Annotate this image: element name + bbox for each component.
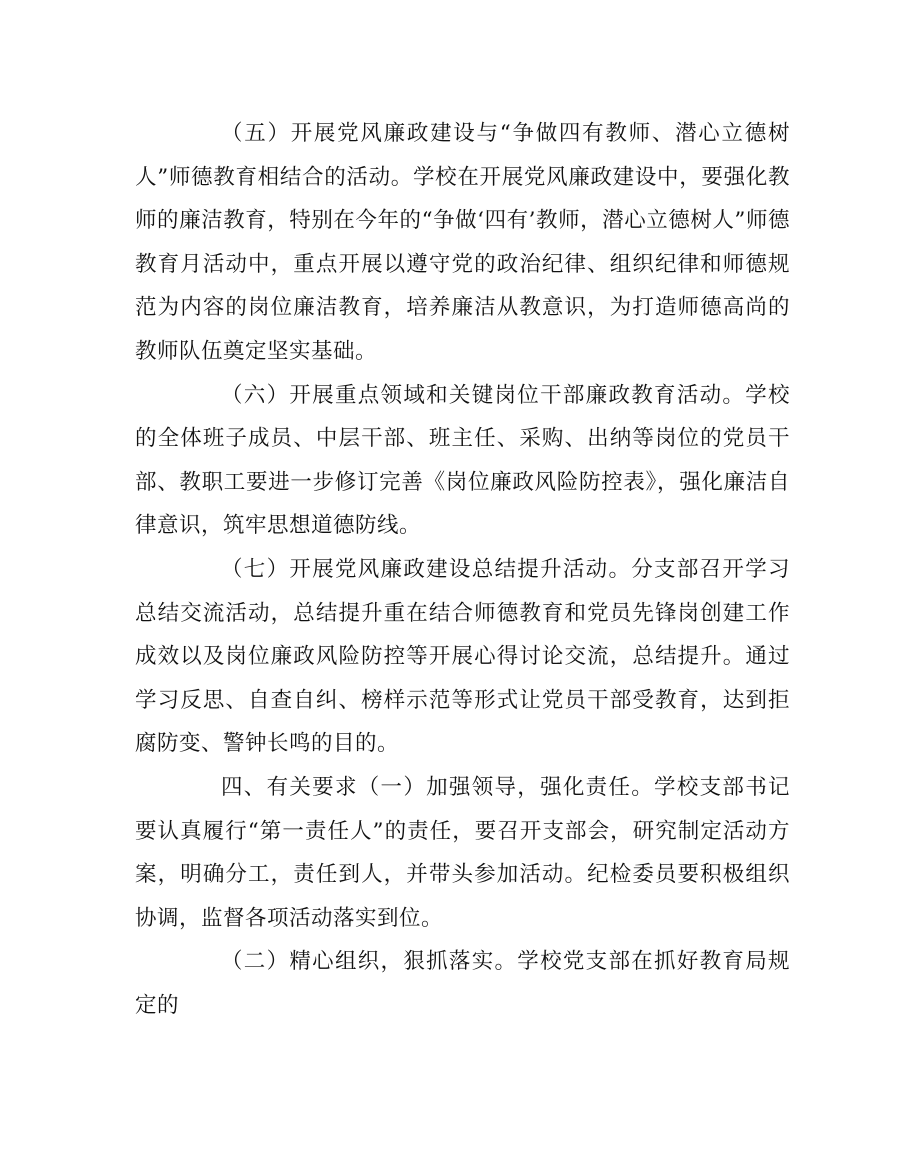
paragraph-seven: （七）开展党风廉政建设总结提升活动。分支部召开学习总结交流活动，总结提升重在结合师德教育和党员先锋岗创建工作成效以及岗位廉政风险防控等开展心得讨论交流，总结提升。通过学习反思、自查自纠、榜样示范等形式让党员干部受教育，达到拒腐防变、警钟长鸣的目的。 bbox=[135, 556, 790, 757]
paragraph-six: （六）开展重点领域和关键岗位干部廉政教育活动。学校的全体班子成员、中层干部、班主任、采购、出纳等岗位的党员干部、教职工要进一步修订完善《岗位廉政风险防控表》，强化廉洁自律意识，筑牢思想道德防线。 bbox=[135, 382, 790, 539]
paragraph-two: （二）精心组织，狠抓落实。学校党支部在抓好教育局规定的 bbox=[135, 949, 790, 1018]
document-body bbox=[135, 112, 790, 1027]
paragraph-five: （五）开展党风廉政建设与“争做四有教师、潜心立德树人”师德教育相结合的活动。学校在开展党风廉政建设中，要强化教师的廉洁教育，特别在今年的“争做‘四有’教师，潜心立德树人”师德教育月活动中，重点开展以遵守党的政治纪律、组织纪律和师德规范为内容的岗位廉洁教育，培养廉洁从教意识，为打造师德高尚的教师队伍奠定坚实基础。 bbox=[135, 121, 790, 364]
paragraph-requirements: 四、有关要求（一）加强领导，强化责任。学校支部书记要认真履行“第一责任人”的责任，要召开支部会，研究制定活动方案，明确分工，责任到人，并带头参加活动。纪检委员要积极组织协调，监督各项活动落实到位。 bbox=[135, 774, 790, 931]
